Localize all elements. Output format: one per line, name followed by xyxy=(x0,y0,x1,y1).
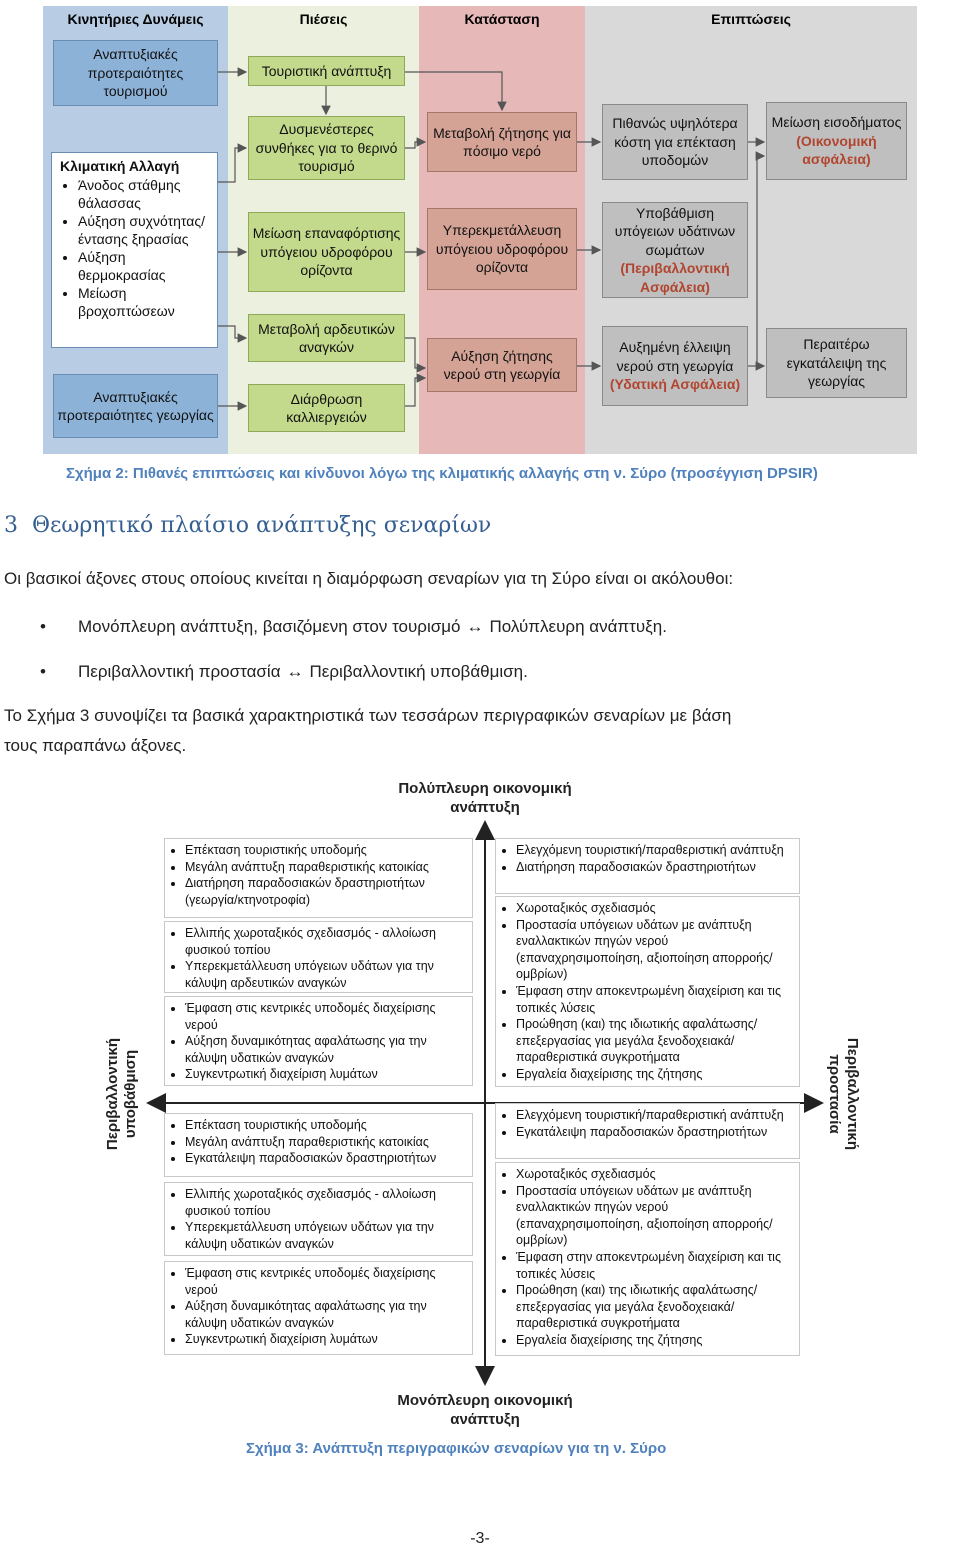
bullet-dot: • xyxy=(40,662,46,681)
arrow xyxy=(218,326,246,338)
list-item: • Εργαλεία διαχείρισης της ζήτησης xyxy=(516,1066,793,1083)
arrow xyxy=(218,148,246,182)
scenario-list xyxy=(171,1117,466,1167)
list-item: • Αύξηση δυναμικότητας αφαλάτωσης για την κάλυψη υδατικών αναγκών xyxy=(185,1298,466,1331)
list-item: • Μεγάλη ανάπτυξη παραθεριστικής κατοικίας xyxy=(185,859,466,876)
list-item: • Χωροταξικός σχεδιασμός xyxy=(516,1166,793,1183)
scenario-list xyxy=(171,842,466,908)
scenario-box xyxy=(495,838,800,894)
axis-left-text: Περιβαλλοντική υποβάθμιση xyxy=(104,1037,139,1151)
axis-top-label: Πολύπλευρη οικονομική ανάπτυξη xyxy=(398,780,572,816)
list-item: • Προώθηση (και) της ιδιωτικής αφαλάτωσης/ επεξεργασίας για μεγάλα ξενοδοχειακά/ παραθεριστικά συγκροτήματα xyxy=(516,1016,793,1066)
scenario-list xyxy=(171,925,466,991)
figure3-caption: Σχήμα 3: Ανάπτυξη περιγραφικών σεναρίων για τη ν. Σύρο xyxy=(246,1440,667,1457)
scenario-box xyxy=(164,838,473,918)
list-item: • Έμφαση στις κεντρικές υποδομές διαχείρισης νερού xyxy=(185,1265,466,1298)
summary-line: τους παραπάνω άξονες. xyxy=(4,736,187,755)
list-item: • Έμφαση στην αποκεντρωμένη διαχείριση και τις τοπικές λύσεις xyxy=(516,983,793,1016)
column-header: Κινητήριες Δυνάμεις xyxy=(67,11,204,27)
list-item: • Ελεγχόμενη τουριστική/παραθεριστική ανάπτυξη xyxy=(516,842,793,859)
security-tag: (Περιβαλλοντική Ασφάλεια) xyxy=(620,260,730,295)
arrow xyxy=(405,378,425,406)
bullet-right: Περιβαλλοντική υποβάθμιση. xyxy=(309,662,528,681)
box-text: Διάρθρωση καλλιεργειών xyxy=(286,390,367,425)
column-header: Κατάσταση xyxy=(464,11,540,27)
arrow xyxy=(405,72,502,110)
arrow xyxy=(757,156,764,366)
box-text: Τουριστική ανάπτυξη xyxy=(261,62,392,79)
scenario-box xyxy=(164,921,473,993)
box-text: Αύξηση ζήτησης νερού στη γεωργία xyxy=(443,347,561,382)
box-text: Υποβάθμιση υπόγειων υδάτινων σωμάτων xyxy=(614,204,736,258)
list-item: • Συγκεντρωτική διαχείριση λυμάτων xyxy=(185,1066,466,1083)
list-item: • Επέκταση τουριστικής υποδομής xyxy=(185,842,466,859)
axis-left-label xyxy=(104,1024,140,1164)
list-item: • Διατήρηση παραδοσιακών δραστηριοτήτων xyxy=(516,859,793,876)
arrow xyxy=(405,338,425,368)
scenario-box xyxy=(164,996,473,1086)
security-tag: (Οικονομική ασφάλεια) xyxy=(796,132,877,168)
bullet-text xyxy=(78,662,528,682)
list-item: • Αύξηση θερμοκρασίας xyxy=(78,248,209,284)
scenario-list xyxy=(171,1265,466,1348)
list-item: • Εργαλεία διαχείρισης της ζήτησης xyxy=(516,1332,793,1349)
scenario-box xyxy=(495,1103,800,1159)
box-text: Αναπτυξιακές προτεραιότητες γεωργίας xyxy=(57,388,214,423)
section-title: Θεωρητικό πλαίσιο ανάπτυξης σεναρίων xyxy=(32,513,492,538)
column-header: Επιπτώσεις xyxy=(711,11,791,27)
climate-change-title: Κλιματική Αλλαγή xyxy=(60,158,180,174)
scenario-box xyxy=(164,1113,473,1177)
list-item: • Έμφαση στην αποκεντρωμένη διαχείριση και τις τοπικές λύσεις xyxy=(516,1249,793,1282)
scenario-box xyxy=(495,1162,800,1356)
figure2-caption: Σχήμα 2: Πιθανές επιπτώσεις και κίνδυνοι λόγω της κλιματικής αλλαγής στη ν. Σύρο (προσέγγιση DPSIR) xyxy=(66,465,818,482)
bullet-left: Μονόπλευρη ανάπτυξη, βασιζόμενη στον τουρισμό xyxy=(78,617,461,636)
arrow xyxy=(405,142,425,148)
double-arrow-icon: ↔ xyxy=(286,662,304,681)
box-text: Αυξημένη έλλειψη νερού στη γεωργία xyxy=(616,339,734,374)
list-item: • Έμφαση στις κεντρικές υποδομές διαχείρισης νερού xyxy=(185,1000,466,1033)
security-tag: (Υδατική Ασφάλεια) xyxy=(609,376,741,393)
scenario-list xyxy=(502,1166,793,1349)
list-item: • Προστασία υπόγειων υδάτων με ανάπτυξη εναλλακτικών πηγών νερού (επαναχρησιμοποίηση, αξιοποίηση απορροής/ομβρίων) xyxy=(516,1183,793,1249)
box-text: Πιθανώς υψηλότερα κόστη για επέκταση υποδομών xyxy=(612,115,738,169)
list-item: • Αύξηση συχνότητας/ έντασης ξηρασίας xyxy=(78,212,209,248)
page-number: -3- xyxy=(470,1530,490,1547)
bullet-dot: • xyxy=(40,617,46,636)
scenario-list xyxy=(502,900,793,1083)
list-item: • Προώθηση (και) της ιδιωτικής αφαλάτωσης/ επεξεργασίας για μεγάλα ξενοδοχειακά/ παραθεριστικά συγκροτήματα xyxy=(516,1282,793,1332)
list-item: • Επέκταση τουριστικής υποδομής xyxy=(185,1117,466,1134)
bullet-right: Πολύπλευρη ανάπτυξη. xyxy=(489,617,667,636)
dpsir-diagram xyxy=(43,6,917,454)
list-item: • Ελεγχόμενη τουριστική/παραθεριστική ανάπτυξη xyxy=(516,1107,793,1124)
axis-bottom-label: Μονόπλευρη οικονομική ανάπτυξη xyxy=(397,1392,573,1428)
scenario-list xyxy=(502,842,793,875)
scenario-list xyxy=(502,1107,793,1140)
box-text: Υπερεκμετάλλευση υπόγειου υδροφόρου ορίζοντα xyxy=(435,222,569,276)
box-text: Μείωση επαναφόρτισης υπόγειου υδροφόρου ορίζοντα xyxy=(252,225,401,279)
list-item: • Χωροταξικός σχεδιασμός xyxy=(516,900,793,917)
list-item: • Αύξηση δυναμικότητας αφαλάτωσης για την κάλυψη υδατικών αναγκών xyxy=(185,1033,466,1066)
box-text: Αναπτυξιακές προτεραιότητες τουρισμού xyxy=(87,46,184,100)
scenario-box xyxy=(164,1182,473,1256)
box-text: Περαιτέρω εγκατάλειψη της γεωργίας xyxy=(786,336,887,390)
scenario-list xyxy=(171,1186,466,1252)
box-text: Μεταβολή ζήτησης για πόσιμο νερό xyxy=(433,124,571,159)
axis-right-text: Περιβαλλοντική προστασία xyxy=(826,1037,861,1151)
list-item: • Μείωση βροχοπτώσεων xyxy=(78,284,209,320)
section-heading xyxy=(4,513,491,538)
scenario-box xyxy=(495,896,800,1087)
bullet-left: Περιβαλλοντική προστασία xyxy=(78,662,281,681)
list-item: • Ελλιπής χωροταξικός σχεδιασμός - αλλοίωση φυσικού τοπίου xyxy=(185,925,466,958)
list-item: • Εγκατάλειψη παραδοσιακών δραστηριοτήτων xyxy=(516,1124,793,1141)
list-item: • Υπερεκμετάλλευση υπόγειων υδάτων για την κάλυψη υδατικών αναγκών xyxy=(185,1219,466,1252)
list-item: • Εγκατάλειψη παραδοσιακών δραστηριοτήτων xyxy=(185,1150,466,1167)
bullet-text xyxy=(78,617,667,637)
scenario-list xyxy=(171,1000,466,1083)
box-text: Δυσμενέστερες συνθήκες για το θερινό τουρισμό xyxy=(255,121,398,175)
list-item: • Συγκεντρωτική διαχείριση λυμάτων xyxy=(185,1331,466,1348)
section-number: 3 xyxy=(4,513,18,538)
list-item: • Άνοδος στάθμης θάλασσας xyxy=(78,176,209,212)
list-item: • Μεγάλη ανάπτυξη παραθεριστικής κατοικίας xyxy=(185,1134,466,1151)
scenario-box xyxy=(164,1261,473,1355)
list-item: • Διατήρηση παραδοσιακών δραστηριοτήτων (γεωργία/κτηνοτροφία) xyxy=(185,875,466,908)
axis-right-label xyxy=(825,1024,861,1164)
dpsir-arrows xyxy=(43,6,917,454)
column-header: Πιέσεις xyxy=(299,11,348,27)
list-item: • Υπερεκμετάλλευση υπόγειων υδάτων για την κάλυψη αρδευτικών αναγκών xyxy=(185,958,466,991)
double-arrow-icon: ↔ xyxy=(466,617,484,636)
intro-paragraph: Οι βασικοί άξονες στους οποίους κινείται η διαμόρφωση σεναρίων για τη Σύρο είναι οι ακόλουθοι: xyxy=(4,569,734,588)
list-item: • Ελλιπής χωροταξικός σχεδιασμός - αλλοίωση φυσικού τοπίου xyxy=(185,1186,466,1219)
box-text: Μείωση εισοδήματος xyxy=(771,114,902,131)
box-text: Μεταβολή αρδευτικών αναγκών xyxy=(258,320,395,355)
summary-line: Το Σχήμα 3 συνοψίζει τα βασικά χαρακτηριστικά των τεσσάρων περιγραφικών σεναρίων με βάση xyxy=(4,706,732,725)
list-item: • Προστασία υπόγειων υδάτων με ανάπτυξη εναλλακτικών πηγών νερού (επαναχρησιμοποίηση, αξιοποίηση απορροής/ομβρίων) xyxy=(516,917,793,983)
